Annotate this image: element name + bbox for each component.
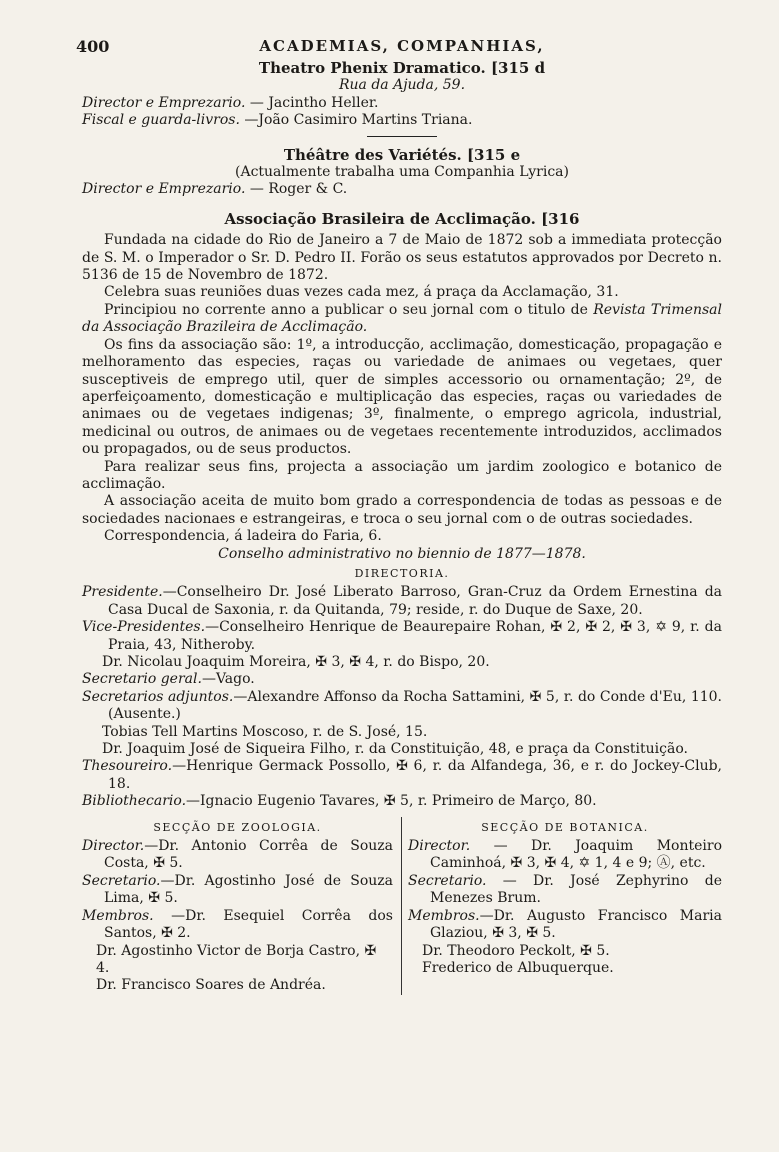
person-text: —Dr. Augusto Francisco Maria Glaziou, ✠ 3, ✠ 5. <box>430 907 722 942</box>
person-text: —Ignacio Eugenio Tavares, ✠ 5, r. Primeiro de Março, 80. <box>186 793 597 810</box>
phenix-address: Rua da Ajuda, 59. <box>338 77 466 94</box>
role-label: Director e Emprezario. <box>82 94 246 111</box>
zoologia-director <box>82 838 393 873</box>
role-label: Secretario. <box>82 872 161 889</box>
zoologia-secretario <box>82 873 393 908</box>
seccao-zoologia <box>82 817 402 995</box>
person-text: —Dr. Antonio Corrêa de Souza Costa, ✠ 5. <box>104 838 393 872</box>
theatro-phenix-section <box>82 60 722 137</box>
person-text: — Dr. Joaquim Monteiro Caminhoá, ✠ 3, ✠ 4, ✡ 1, 4 e 9; Ⓐ, etc. <box>430 838 722 872</box>
journal-intro: Principiou no corrente anno a publicar o seu jornal com o titulo de <box>104 301 594 318</box>
seccoes-columns <box>82 817 722 995</box>
page-header <box>76 34 722 60</box>
botanica-director <box>408 838 722 873</box>
role-label: Secretario geral. <box>82 671 202 688</box>
presidente-entry <box>82 584 722 619</box>
theatre-varietes-section <box>82 147 722 211</box>
botanica-membros <box>408 908 722 943</box>
person-text: —Vago. <box>201 671 255 688</box>
varietes-note: (Actualmente trabalha uma Companhia Lyrica) <box>235 164 569 181</box>
person-text: —João Casimiro Martins Triana. <box>239 112 473 129</box>
varietes-title: Théâtre des Variétés. [315 e <box>283 145 521 164</box>
role-label: Thesoureiro. <box>82 758 173 775</box>
running-head: ACADEMIAS, COMPANHIAS, <box>259 37 545 55</box>
role-label: Director. <box>408 838 471 855</box>
person-text: —Dr. Esequiel Corrêa dos Santos, ✠ 2. <box>104 907 393 942</box>
assoc-journal-paragraph <box>82 302 722 337</box>
secretarios-adjuntos-entry <box>82 689 722 724</box>
section-rule <box>367 136 437 137</box>
assoc-paragraph: Fundada na cidade do Rio de Janeiro a 7 de Maio de 1872 sob a immediata protecção de S. M. o Imperador o Sr. D. Pedro II. Forão os seus estatutos approvados por Decreto n. 5136 de 15 de Novembro de 1872. <box>82 232 722 284</box>
person-text: — Dr. José Zephyrino de Menezes Brum. <box>430 872 722 907</box>
role-label: Bibliothecario. <box>82 793 187 810</box>
botanica-membro: Dr. Theodoro Peckolt, ✠ 5. <box>422 942 610 959</box>
role-label: Membros. <box>408 907 480 924</box>
adjunto-3: Dr. Joaquim José de Siqueira Filho, r. da Constituição, 48, e praça da Constituição. <box>102 741 688 758</box>
vice-presidente-2: Dr. Nicolau Joaquim Moreira, ✠ 3, ✠ 4, r. do Bispo, 20. <box>102 654 490 670</box>
person-text: —Conselheiro Henrique de Beaurepaire Rohan, ✠ 2, ✠ 2, ✠ 3, ✡ 9, r. da Praia, 43, Nitheroby. <box>108 619 722 653</box>
person-text: —Conselheiro Dr. José Liberato Barroso, Gran-Cruz da Ordem Ernestina da Casa Ducal de Saxonia, r. da Quitanda, 79; reside, r. do Duque de Saxe, 20. <box>108 584 722 618</box>
zoologia-membro: Dr. Francisco Soares de Andréa. <box>96 977 326 994</box>
role-label: Fiscal e guarda-livros. <box>82 112 240 129</box>
assoc-title: Associação Brasileira de Acclimação. [316 <box>224 209 580 228</box>
role-label: Secretarios adjuntos. <box>82 688 234 705</box>
role-label: Secretario. <box>408 872 487 889</box>
secretario-geral-entry <box>82 671 722 688</box>
role-label: Membros. <box>82 907 154 924</box>
bibliothecario-entry <box>82 793 722 810</box>
phenix-director <box>82 95 722 112</box>
zoologia-membro: Dr. Agostinho Victor de Borja Castro, ✠ 4. <box>96 942 377 976</box>
botanica-secretario <box>408 873 722 908</box>
assoc-paragraph: A associação aceita de muito bom grado a correspondencia de todas as pessoas e de sociedades nacionaes e estrangeiras, e troca o seu jornal com o de outras sociedades. <box>82 493 722 527</box>
person-text: — Roger & C. <box>245 181 348 198</box>
conselho-heading: Conselho administrativo no biennio de 1877—1878. <box>218 545 586 562</box>
zoologia-membros <box>82 908 393 943</box>
adjunto-2: Tobias Tell Martins Moscoso, r. de S. José, 15. <box>102 723 428 740</box>
varietes-director <box>82 181 722 198</box>
thesoureiro-entry <box>82 758 722 793</box>
botanica-heading: SECÇÃO DE BOTANICA. <box>481 820 649 834</box>
person-text: —Henrique Germack Possollo, ✠ 6, r. da Alfandega, 36, e r. do Jockey-Club, 18. <box>108 758 722 792</box>
role-label: Director e Emprezario. <box>82 181 246 198</box>
seccao-botanica <box>402 817 722 995</box>
assoc-paragraph: Correspondencia, á ladeira do Faria, 6. <box>104 528 382 545</box>
assoc-paragraph: Os fins da associação são: 1º, a introducção, acclimação, domesticação, propagação e melhoramento das especies, raças ou variedade de animaes ou vegetaes, quer susceptiveis de emprego util, quer de simples accessorio ou ornamentação; 2º, de aperfeiçoamento, domesticação e multiplicação das especies, raças ou variedades de animaes ou de vegetaes indigenas; 3º, finalmente, o emprego agricola, industrial, medicinal ou outros, de animaes ou de vegetaes recentemente introduzidos, acclimados ou propagados, ou de seus productos. <box>82 336 722 458</box>
page <box>76 34 722 995</box>
page-number: 400 <box>76 37 110 56</box>
role-label: Director. <box>82 838 145 855</box>
vice-presidentes-entry <box>82 619 722 654</box>
role-label: Vice-Presidentes. <box>82 619 206 636</box>
journal-title: Revista Trimensal da Associação Brazileira de Acclimação. <box>82 301 722 336</box>
person-text: —Dr. Agostinho José de Souza Lima, ✠ 5. <box>104 872 393 907</box>
zoologia-heading: SECÇÃO DE ZOOLOGIA. <box>153 820 322 834</box>
directoria-heading: DIRECTORIA. <box>354 566 450 580</box>
botanica-membro: Frederico de Albuquerque. <box>422 959 614 976</box>
role-label: Presidente. <box>82 584 163 601</box>
phenix-title: Theatro Phenix Dramatico. [315 d <box>258 59 546 77</box>
phenix-fiscal <box>82 112 722 129</box>
assoc-paragraph: Celebra suas reuniões duas vezes cada mez, á praça da Acclamação, 31. <box>104 284 619 301</box>
associacao-section <box>82 211 722 995</box>
assoc-paragraph: Para realizar seus fins, projecta a associação um jardim zoologico e botanico de acclimação. <box>82 458 722 492</box>
person-text: — Jacintho Heller. <box>245 94 379 111</box>
person-text: —Alexandre Affonso da Rocha Sattamini, ✠ 5, r. do Conde d'Eu, 110. (Ausente.) <box>108 688 722 723</box>
